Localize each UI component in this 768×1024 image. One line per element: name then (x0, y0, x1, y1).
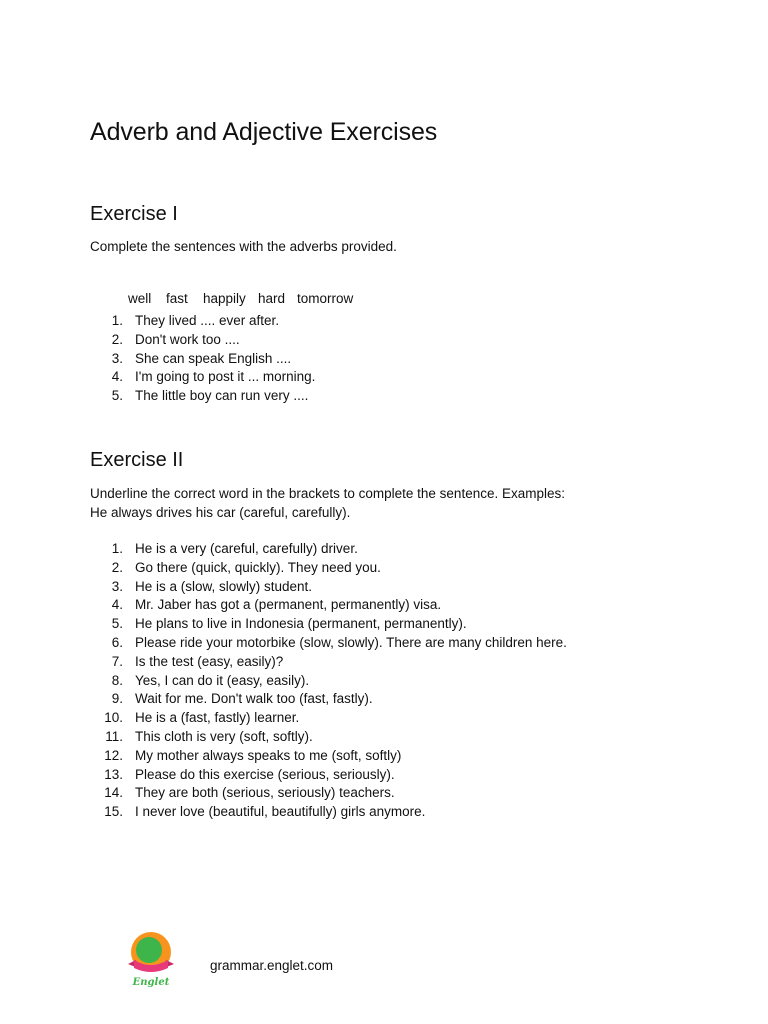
list-item-number: 14. (104, 785, 123, 801)
list-item (90, 709, 567, 728)
exercise-2-example: He always drives his car (careful, carefully). (90, 505, 351, 520)
list-item (90, 615, 567, 634)
list-item (90, 578, 567, 597)
list-item-text: Go there (quick, quickly). They need you. (135, 559, 381, 575)
list-item-text: She can speak English .... (135, 350, 292, 366)
list-item-number: 1. (111, 541, 123, 556)
list-item-number: 2. (111, 559, 123, 575)
exercise-1-instruction: Complete the sentences with the adverbs provided. (90, 239, 397, 254)
exercise-2-heading: Exercise II (90, 449, 184, 471)
list-item-text: Is the test (easy, easily)? (135, 653, 284, 669)
list-item-text: Mr. Jaber has got a (permanent, permanently) visa. (135, 597, 442, 613)
list-item (90, 728, 567, 747)
list-item-number: 10. (104, 710, 123, 726)
list-item-text: They are both (serious, seriously) teachers. (135, 785, 395, 801)
englet-logo (126, 930, 176, 988)
list-item-text: Please ride your motorbike (slow, slowly). There are many children here. (135, 634, 567, 650)
list-item-number: 11. (105, 728, 123, 744)
list-item-text: Yes, I can do it (easy, easily). (135, 672, 310, 688)
list-item-number: 1. (111, 313, 123, 328)
list-item-text: He plans to live in Indonesia (permanent, permanently). (135, 616, 467, 632)
list-item (90, 653, 567, 672)
list-item-number: 15. (104, 804, 123, 820)
list-item (90, 350, 315, 369)
footer-url[interactable]: grammar.englet.com (210, 958, 334, 973)
list-item-number: 5. (111, 388, 123, 404)
list-item (90, 747, 567, 766)
list-item-text: He is a very (careful, carefully) driver. (135, 541, 358, 556)
list-item (90, 634, 567, 653)
list-item-text: Please do this exercise (serious, seriously). (135, 766, 395, 782)
list-item (90, 368, 315, 387)
list-item (90, 672, 567, 691)
list-item-number: 8. (111, 672, 123, 688)
list-item-number: 4. (111, 369, 123, 385)
list-item-text: He is a (fast, fastly) learner. (135, 710, 300, 726)
list-item (90, 784, 567, 803)
list-item (90, 312, 315, 331)
list-item-number: 7. (111, 653, 123, 669)
exercise-2-list (90, 540, 567, 822)
list-item-number: 5. (111, 616, 123, 632)
word-bank-item: fast (166, 291, 188, 306)
list-item (90, 766, 567, 785)
word-bank-item: well (128, 291, 152, 306)
list-item (90, 596, 567, 615)
list-item (90, 559, 567, 578)
list-item-text: I'm going to post it ... morning. (135, 369, 316, 385)
list-item-text: My mother always speaks to me (soft, softly) (135, 747, 402, 763)
list-item-text: Wait for me. Don't walk too (fast, fastly). (135, 691, 373, 707)
list-item-number: 13. (104, 766, 123, 782)
list-item (90, 690, 567, 709)
list-item-number: 2. (111, 331, 123, 347)
list-item-number: 4. (111, 597, 123, 613)
list-item-number: 6. (111, 634, 123, 650)
list-item-text: He is a (slow, slowly) student. (135, 578, 313, 594)
list-item (90, 540, 567, 559)
exercise-2-instruction (90, 484, 565, 522)
list-item (90, 387, 315, 406)
list-item-number: 3. (111, 578, 123, 594)
exercise-1-list (90, 312, 315, 406)
list-item-text: This cloth is very (soft, softly). (135, 728, 313, 744)
exercise-2-instruction-line1: Underline the correct word in the brackets to complete the sentence. Examples: (90, 486, 565, 501)
list-item-number: 3. (111, 350, 123, 366)
list-item-text: I never love (beautiful, beautifully) girls anymore. (135, 804, 426, 820)
list-item-number: 12. (104, 747, 123, 763)
list-item (90, 803, 567, 822)
list-item-number: 9. (111, 691, 123, 707)
word-bank-item: tomorrow (297, 291, 354, 306)
list-item-text: They lived .... ever after. (135, 313, 280, 328)
document-title: Adverb and Adjective Exercises (90, 118, 438, 146)
word-bank-item: hard (258, 291, 286, 306)
list-item (90, 331, 315, 350)
exercise-1-heading: Exercise I (90, 203, 178, 225)
word-bank-item: happily (203, 291, 246, 306)
list-item-text: The little boy can run very .... (135, 388, 309, 404)
list-item-text: Don't work too .... (135, 331, 240, 347)
logo-text: Englet (132, 977, 170, 988)
